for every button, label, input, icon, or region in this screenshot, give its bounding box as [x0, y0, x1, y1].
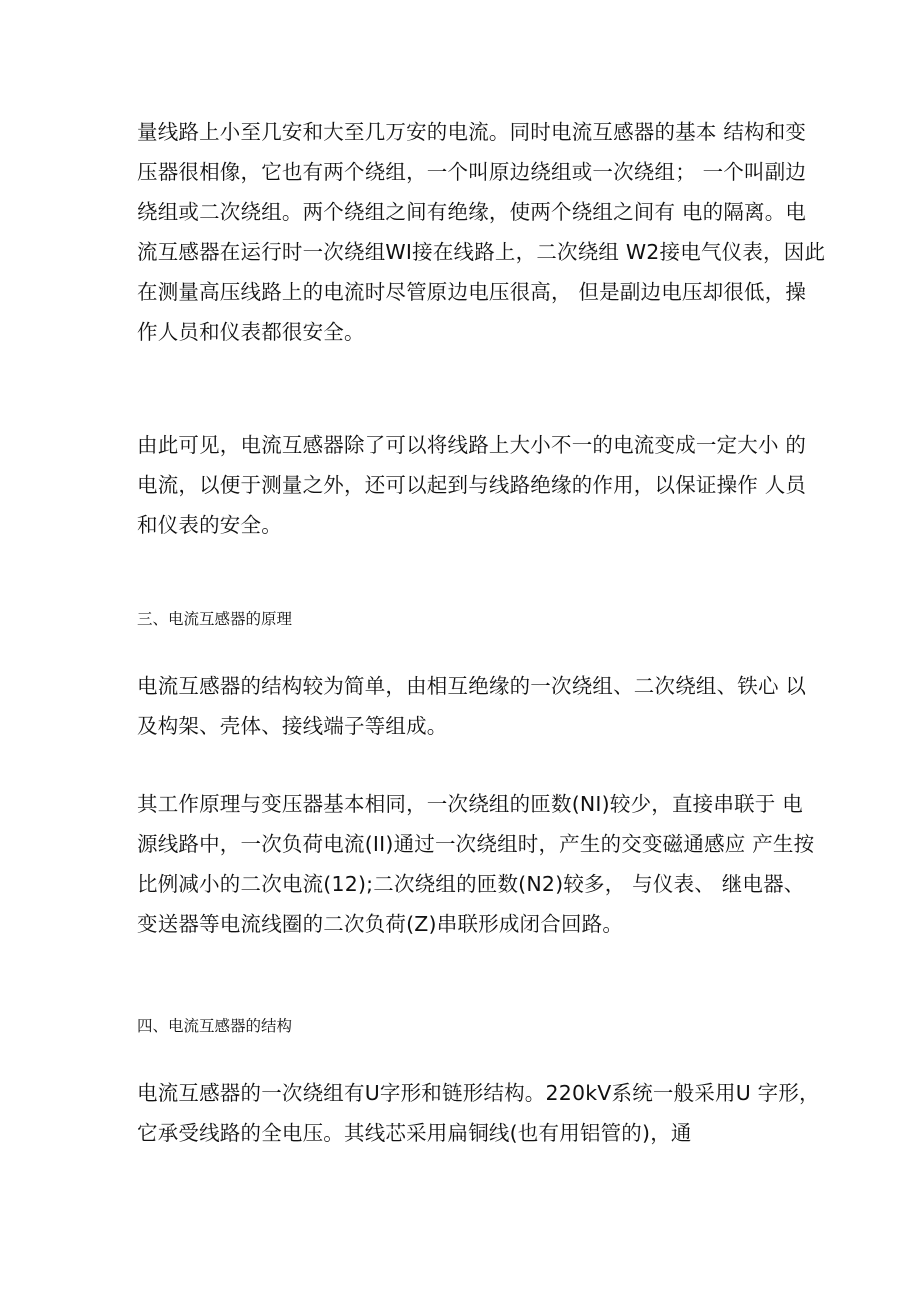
text-line: 它承受线路的全电压。其线芯采用扁铜线(也有用铝管的)，通 — [137, 1121, 692, 1145]
text-line: 电流，以便于测量之外，还可以起到与线路绝缘的作用，以保证操作 人员 — [137, 473, 807, 497]
text-line: 其工作原理与变压器基本相同，一次绕组的匝数(NI)较少，直接串联于 电 — [137, 792, 803, 816]
text-line: 量线路上小至几安和大至几万安的电流。同时电流互感器的基本 结构和变 — [137, 120, 807, 144]
text-line: 及构架、壳体、接线端子等组成。 — [137, 714, 448, 738]
section-heading-principle: 三、电流互感器的原理 — [137, 610, 293, 628]
paragraph-ct-structure-overview — [137, 666, 807, 746]
paragraph-ct-working-principle — [137, 784, 815, 944]
text-line: 作人员和仪表都很安全。 — [137, 320, 365, 344]
text-line: 比例减小的二次电流(12);二次绕组的匝数(N2)较多， 与仪表、 继电器、 — [137, 872, 805, 896]
text-line: 压器很相像，它也有两个绕组，一个叫原边绕组或一次绕组； 一个叫副边 — [137, 160, 807, 184]
text-line: 流互感器在运行时一次绕组WI接在线路上，二次绕组 W2接电气仪表，因此 — [137, 240, 826, 264]
paragraph-ct-intro — [137, 112, 826, 352]
paragraph-ct-winding-structure — [137, 1073, 820, 1153]
text-line: 由此可见，电流互感器除了可以将线路上大小不一的电流变成一定大小 的 — [137, 433, 807, 457]
text-line: 源线路中，一次负荷电流(II)通过一次绕组时，产生的交变磁通感应 产生按 — [137, 832, 815, 856]
paragraph-ct-summary — [137, 425, 807, 545]
text-line: 电流互感器的一次绕组有U字形和链形结构。220kV系统一般采用U 字形， — [137, 1081, 820, 1105]
text-line: 变送器等电流线圈的二次负荷(Z)串联形成闭合回路。 — [137, 912, 624, 936]
text-line: 绕组或二次绕组。两个绕组之间有绝缘，使两个绕组之间有 电的隔离。电 — [137, 200, 807, 224]
text-line: 和仪表的安全。 — [137, 513, 282, 537]
text-line: 电流互感器的结构较为简单，由相互绝缘的一次绕组、二次绕组、铁心 以 — [137, 674, 807, 698]
section-heading-structure: 四、电流互感器的结构 — [137, 1017, 293, 1035]
text-line: 在测量高压线路上的电流时尽管原边电压很高， 但是副边电压却很低，操 — [137, 280, 807, 304]
